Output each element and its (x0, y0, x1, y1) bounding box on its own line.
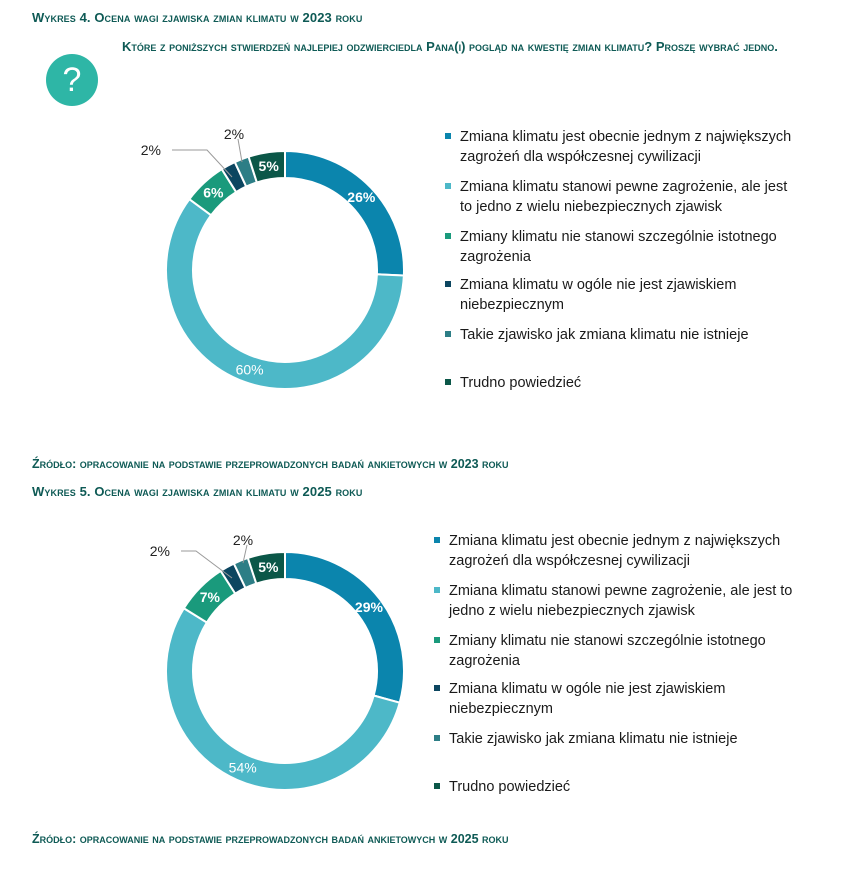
legend-item-6 (434, 777, 570, 797)
legend-label-line: Takie zjawisko jak zmiana klimatu nie istnieje (449, 731, 738, 747)
legend-swatch-5 (434, 735, 440, 741)
legend-label-line: Zmiana klimatu w ogóle nie jest zjawiskiem (449, 681, 726, 697)
legend-swatch-2 (434, 587, 440, 593)
legend-label-line: jedno z wielu niebezpiecznych zjawisk (449, 603, 695, 619)
source-note-2023: Źródło: opracowanie na podstawie przeprowadzonych badań ankietowych w 2023 roku (32, 457, 509, 471)
donut-slice-1 (285, 552, 404, 703)
legend-item-2 (434, 581, 792, 621)
legend-label-line: Takie zjawisko jak zmiana klimatu nie istnieje (460, 327, 749, 343)
slice-label-6: 5% (258, 157, 279, 174)
legend-label-line: zagrożeń dla współczesnej cywilizacji (460, 149, 701, 165)
slice-label-3: 7% (199, 588, 220, 605)
legend-swatch-3 (434, 637, 440, 643)
slice-label-5: 2% (232, 532, 254, 548)
donut-slice-2 (166, 608, 400, 790)
legend-label-line: to jedno z wielu niebezpiecznych zjawisk (460, 199, 722, 215)
legend-label-line: Zmiana klimatu jest obecnie jednym z największych (449, 533, 781, 549)
legend-label-line: zagrożenia (460, 249, 531, 265)
legend-item-5 (434, 729, 738, 749)
legend-label-line: Zmiana klimatu stanowi pewne zagrożenie, ale jest (460, 179, 788, 195)
chart-2-title: Wykres 5. Ocena wagi zjawiska zmian klimatu w 2025 roku (32, 484, 363, 499)
legend-label-line: Trudno powiedzieć (460, 375, 582, 391)
question-mark-glyph: ? (62, 61, 82, 99)
legend-label-line: Zmiana klimatu jest obecnie jednym z największych (460, 129, 792, 145)
legend-label-line: niebezpiecznym (460, 297, 564, 313)
legend-item-3 (434, 631, 766, 671)
legend-label-line: Zmiany klimatu nie stanowi szczególnie istotnego (460, 229, 777, 245)
slice-label-2: 60% (235, 361, 264, 378)
legend-label-line: Zmiana klimatu stanowi pewne zagrożenie, ale jest to (449, 583, 793, 599)
legend-swatch-4 (434, 685, 440, 691)
legend-swatch-6 (434, 783, 440, 789)
slice-label-2: 54% (228, 759, 257, 776)
legend-2025 (434, 531, 814, 801)
legend-swatch-1 (434, 537, 440, 543)
slice-label-1: 29% (354, 599, 383, 616)
legend-item-4 (434, 679, 725, 719)
legend-label-line: zagrożeń dla współczesnej cywilizacji (449, 553, 690, 569)
chart-1-title: Wykres 4. Ocena wagi zjawiska zmian klimatu w 2023 roku (32, 10, 363, 25)
slice-label-1: 26% (347, 189, 376, 206)
slice-label-4: 2% (149, 543, 170, 559)
legend-label-line: Zmiana klimatu w ogóle nie jest zjawiskiem (460, 277, 737, 293)
slice-label-6: 5% (258, 558, 279, 575)
legend-item-1 (434, 531, 780, 571)
survey-question: Które z poniższych stwierdzeń najlepiej odzwierciedla Pana(i) pogląd na kwestię zmian klimatu? Proszę wybrać jedno. (122, 39, 778, 54)
legend-label-line: Zmiany klimatu nie stanowi szczególnie istotnego (449, 633, 766, 649)
legend-label-line: Trudno powiedzieć (449, 779, 571, 795)
slice-label-3: 6% (203, 184, 224, 201)
slice-label-4: 2% (140, 142, 161, 158)
legend-label-line: zagrożenia (449, 653, 520, 669)
slice-label-5: 2% (223, 126, 245, 142)
legend-label-line: niebezpiecznym (449, 701, 553, 717)
source-note-2025: Źródło: opracowanie na podstawie przeprowadzonych badań ankietowych w 2025 roku (32, 832, 509, 846)
